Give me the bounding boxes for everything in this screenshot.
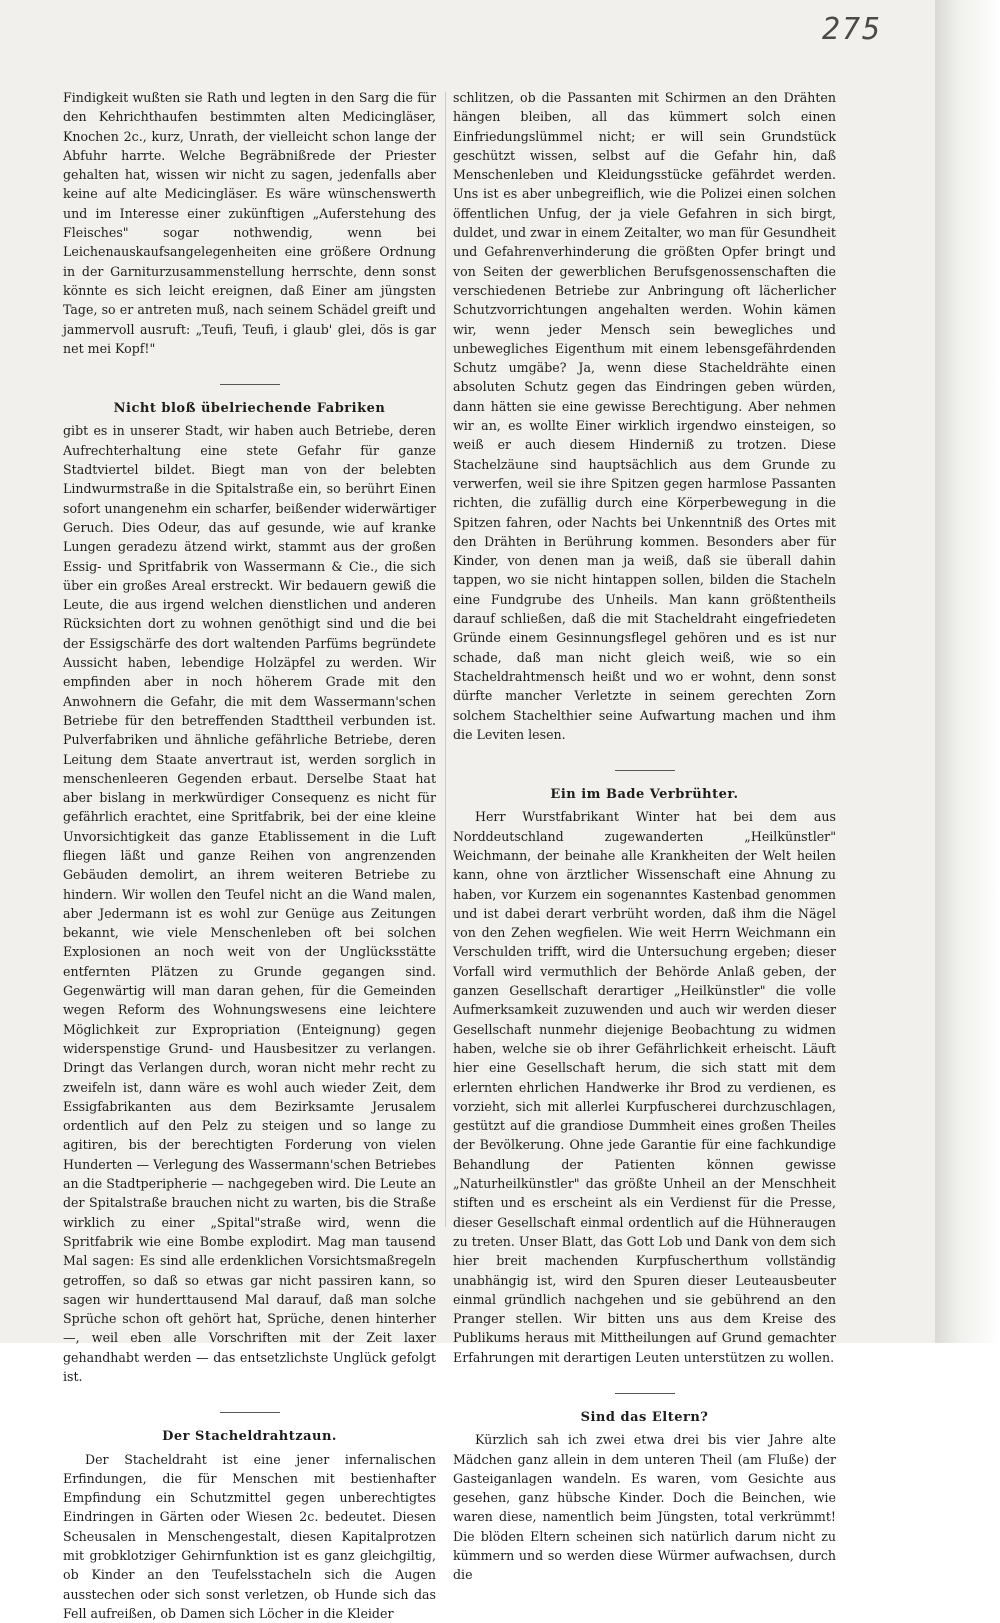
article-body-fabriken: gibt es in unserer Stadt, wir haben auch Betriebe, deren Aufrechterhaltung eine stete Gefahr für ganze Stadtviertel bildet. Biegt man von der belebten Lindwurmstraße in die Spitalstraße ein, so berührt Einen sofort unangenehm ein scharfer, beißender widerwärtiger Geruch. Dies Odeur, das auf gesunde, wie auf kranke Lungen geradezu ätzend wirkt, stammt aus der großen Essig- und Spritfabrik von Wassermann & Cie., die sich über ein großes Areal erstreckt. Wir bedauern gewiß die Leute, die aus irgend welchen dienstlichen und anderen Rücksichten dort zu wohnen genöthigt sind und die bei der Essigschärfe des dort waltenden Parfüms begründete Aussicht haben, lebendige Holzäpfel zu werden. Wir empfinden aber in noch höherem Grade mit den Anwohnern die Gefahr, die mit dem Wassermann'schen Betriebe für den betreffenden Stadttheil verbunden ist. Pulverfabriken und ähnliche gefährliche Betriebe, deren Leitung dem Staate anvertraut ist, werden sorglich in menschenleeren Gegenden erbaut. Derselbe Staat hat aber bislang in merkwürdiger Consequenz es nicht für gefährlich erachtet, eine Spritfabrik, bei der eine kleine Unvorsichtigkeit das ganze Etablissement in die Luft fliegen läßt und ganze Reihen von angrenzenden Gebäuden demolirt, an ihrem weiteren Betriebe zu hindern. Wir wollen den Teufel nicht an die Wand malen, aber Jedermann ist es wohl zur Genüge aus Zeitungen bekannt, wie viele Menschenleben oft bei solchen Explosionen an noch weit von der Unglücksstätte entfernten Plätzen zu Grunde gegangen sind. Gegenwärtig will man daran gehen, für die Gemeinden wegen Reform des Wohnungswesens eine leichtere Möglichkeit zur Expropriation (Enteignung) gegen widerspenstige Grund- und Hausbesitzer zu verlangen. Dringt das Verlangen durch, woran nicht mehr recht zu zweifeln ist, dann wäre es wohl auch wieder Zeit, dem Essigfabrikanten aus dem Bezirksamte Jerusalem ordentlich auf den Pelz zu steigen und so lange zu agitiren, bis der berechtigten Forderung von vielen Hunderten — Verlegung des Wassermann'schen Betriebes an die Stadtperipherie — nachgegeben wird. Die Leute an der Spitalstraße brauchen nicht zu warten, bis die Straße wirklich zu einer „Spital"straße wird, wenn die Spritfabrik wie eine Bombe explodirt. Mag man tausend Mal sagen: Es sind alle erdenklichen Vorsichtsmaßregeln getroffen, so daß so etwas gar nicht passiren kann, so sagen wir hunderttausend Mal darauf, daß man solche Sprüche schon oft gehört hat, Sprüche, denen hinterher —, weil eben alle Vorschriften mit der Zeit laxer gehandhabt werden — das entsetzlichste Unglück gefolgt ist.: [63, 423, 436, 1384]
section-rule: [220, 1412, 280, 1413]
article-body-stacheldrahtzaun: Der Stacheldraht ist eine jener infernalischen Erfindungen, die für Menschen mit bestienhafter Empfindung ein Schutzmittel gegen unberechtigtes Eindringen in Gärten oder Wiesen 2c. bedeutet. Diesen Scheusalen in Menschengestalt, diesen Kapitalprotzen mit grobklotziger Gehirnfunktion ist es ganz gleichgiltig, ob Kinder an den Teufelsstacheln sich die Augen ausstechen oder sich sonst verletzen, ob Hunde sich das Fell aufreißen, ob Damen sich Löcher in die Kleider: [63, 1451, 436, 1621]
column-divider: [445, 92, 446, 1227]
page-number: 275: [822, 12, 883, 47]
right-column: [453, 88, 836, 1585]
article-body-stacheldrahtzaun-continued: schlitzen, ob die Passanten mit Schirmen an den Drähten hängen bleiben, all das kümmert solch einen Einfriedungslümmel nicht; er will sein Grundstück geschützt wissen, selbst auf die Gefahr hin, daß Menschenleben und Kleidungsstücke gefährdet werden. Uns ist es aber unbegreiflich, wie die Polizei einen solchen öffentlichen Unfug, der ja viele Gefahren in sich birgt, duldet, und zwar in einem Zeitalter, wo man für Gesundheit und Gefahrenverhinderung die größten Opfer bringt und von Seiten der gewerblichen Berufsgenossenschaften die verschiedenen Betriebe zur Anbringung oft lächerlicher Schutzvorrichtungen angehalten werden. Wohin kämen wir, wenn jeder Mensch sein bewegliches und unbewegliches Eigenthum mit einem lebensgefährdenden Schutz umgäbe? Ja, wenn diese Stacheldrähte einen absoluten Schutz gegen das Eindringen geben würden, dann hätten sie eine gewisse Berechtigung. Aber nehmen wir an, es wollte Einer wirklich irgendwo einsteigen, so weiß er auch diesem Hinderniß zu trotzen. Diese Stachelzäune sind hauptsächlich aus dem Grunde zu verwerfen, weil sie ihre Spitzen gegen harmlose Passanten richten, die zufällig durch eine Körperbewegung in die Spitzen fahren, oder Nachts bei Unkenntniß des Ortes mit den Drähten in Berührung kommen. Besonders aber für Kinder, von denen man ja weiß, daß sie überall dahin tappen, wo sie nicht hintappen sollen, bilden die Stacheln eine Fundgrube des Unheils. Man kann größtentheils darauf schließen, daß die mit Stacheldraht eingefriedeten Gründe einem Gesinnungsflegel gehören und es ist nur schade, daß man nicht gleich weiß, wie so ein Stacheldrahtmensch heißt und wo er wohnt, denn sonst dürfte mancher Verletzte in seinem gerechten Zorn solchem Stachelthier seine Aufwartung machen und ihm die Leviten lesen.: [453, 90, 836, 742]
article-heading-fabriken: Nicht bloß übelriechende Fabriken: [113, 401, 386, 417]
article-heading-verbruehter: Ein im Bade Verbrühter.: [550, 787, 739, 803]
section-rule: [220, 384, 280, 385]
article-heading-eltern: Sind das Eltern?: [580, 1410, 709, 1425]
article-body-verbruehter: Herr Wurstfabrikant Winter hat bei dem aus Norddeutschland zugewanderten „Heilkünstler" Weichmann, der beinahe alle Krankheiten der Welt heilen kann, ohne von ärztlicher Wissenschaft eine Ahnung zu haben, vor Kurzem ein sogenanntes Kastenbad genommen und ist dabei derart verbrüht worden, daß ihm die Nägel von den Zehen wegfielen. Wie weit Herrn Weichmann ein Verschulden trifft, wird die Untersuchung ergeben; dieser Vorfall wird vermuthlich der Behörde Anlaß geben, der ganzen Gesellschaft derartiger „Heilkünstler" die volle Aufmerksamkeit zuzuwenden und auch wir werden dieser Gesellschaft nunmehr diejenige Beobachtung zu widmen haben, welche sie ob ihrer Gefährlichkeit erheischt. Läuft hier eine Gesellschaft herum, die sich statt mit dem erlernten ehrlichen Handwerke ihr Brod zu verdienen, es vorzieht, sich mit allerlei Kurpfuscherei durchzuschlagen, gestützt auf die grandiose Dummheit eines großen Theiles der Bevölkerung. Ohne jede Garantie für eine fachkundige Behandlung der Patienten können gewisse „Naturheilkünstler" das größte Unheil an der Menschheit stiften und es erscheint als ein Verdienst für die Presse, dieser Gesellschaft einmal ordentlich auf die Hühneraugen zu treten. Unser Blatt, das Gott Lob und Dank von dem sich hier breit machenden Kurpfuscherthum vollständig unabhängig ist, wird den Spuren dieser Leuteausbeuter einmal gründlich nachgehen und sie gebührend an den Pranger stellen. Wir bitten uns aus dem Kreise des Publikums heraus mit Mittheilungen auf Grund gemachter Erfahrungen mit derartigen Leuten unterstützen zu wollen.: [453, 809, 836, 1365]
article-heading-stacheldrahtzaun: Der Stacheldrahtzaun.: [162, 1429, 337, 1445]
section-rule: [615, 770, 675, 771]
intro-paragraph: Findigkeit wußten sie Rath und legten in den Sarg die für den Kehrichthaufen bestimmten alten Medicingläser, Knochen 2c., kurz, Unrath, der vielleicht schon lange der Abfuhr harrte. Welche Begräbnißrede der Priester gehalten hat, wissen wir nicht zu sagen, jedenfalls aber keine auf alte Medicingläser. Es wäre wünschenswerth und im Interesse einer zukünftigen „Auferstehung des Fleisches" sogar nothwendig, wenn bei Leichenauskaufsangelegenheiten eine größere Ordnung in der Garniturzusammenstellung herrschte, denn sonst könnte es sich leicht ereignen, daß Einer am jüngsten Tage, so er antreten muß, nach seinem Schädel greift und jammervoll ausruft: „Teufi, Teufi, i glaub' glei, dös is gar net mei Kopf!": [63, 90, 436, 356]
section-rule: [615, 1393, 675, 1394]
page-edge: [935, 0, 1000, 1343]
article-body-eltern: Kürzlich sah ich zwei etwa drei bis vier Jahre alte Mädchen ganz allein in dem unteren Theil (am Fluße) der Gasteiganlagen wandeln. Es waren, vom Gesichte aus gesehen, ganz hübsche Kinder. Doch die Beinchen, wie waren diese, namentlich beim Jüngsten, total verkrümmt! Die blöden Eltern scheinen sich natürlich darum nicht zu kümmern und so werden diese Würmer aufwachsen, durch die: [453, 1432, 836, 1583]
left-column: [63, 88, 436, 1623]
